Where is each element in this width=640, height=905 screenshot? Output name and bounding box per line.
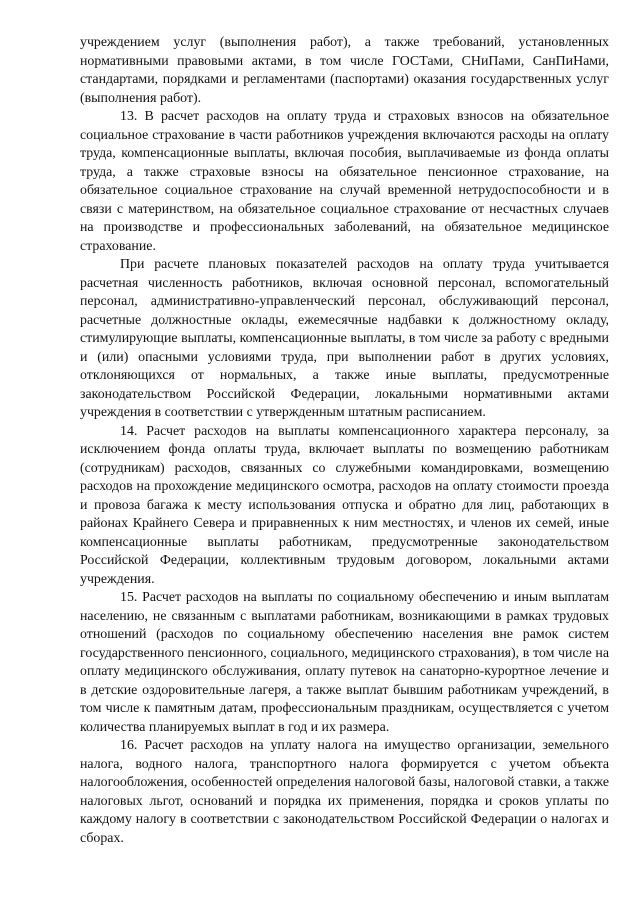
paragraph-payroll-calculation: При расчете плановых показателей расходов на оплату труда учитывается расчетная численность работников, включая основной персонал, вспомогательный персонал, административно-управленческий персонал, обслуживающий персонал, расчетные должностные оклады, ежемесячные надбавки к должностному окладу, стимулирующие выплаты, компенсационные выплаты, в том числе за работу с вредными и (или) опасными условиями труда, при выполнении работ в других условиях, отклоняющихся от нормальных, а также иные выплаты, предусмотренные законодательством Российской Федерации, локальными нормативными актами учреждения в соответствии с утвержденным штатным расписанием. — [80, 257, 609, 420]
paragraph-13: 13. В расчет расходов на оплату труда и страховых взносов на обязательное социальное страхование в части работников учреждения включаются расходы на оплату труда, компенсационные выплаты, включая пособия, выплачиваемые из фонда оплаты труда, а также страховые взносы на обязательное пенсионное страхование, на обязательное социальное страхование на случай временной нетрудоспособности и в связи с материнством, на обязательное социальное страхование от несчастных случаев на производстве и профессиональных заболеваний, на обязательное медицинское страхование. — [80, 109, 609, 254]
paragraph-14: 14. Расчет расходов на выплаты компенсационного характера персоналу, за исключением фонда оплаты труда, включает выплаты по возмещению работникам (сотрудникам) расходов, связанных со служебными командировками, возмещению расходов на прохождение медицинского осмотра, расходов на оплату стоимости проезда и провоза багажа к месту использования отпуска и обратно для лиц, работающих в районах Крайнего Севера и приравненных к ним местностях, и членов их семей, иные компенсационные выплаты работникам, предусмотренные законодательством Российской Федерации, коллективным трудовым договором, локальными актами учреждения. — [80, 423, 609, 587]
paragraph-continuation: учреждением услуг (выполнения работ), а также требований, установленных нормативными правовыми актами, в том числе ГОСТами, СНиПами, СанПиНами, стандартами, порядками и регламентами (паспортами) оказания государственных услуг (выполнения работ). — [80, 35, 609, 106]
paragraph-16: 16. Расчет расходов на уплату налога на имущество организации, земельного налога, водного налога, транспортного налога формируется с учетом объекта налогообложения, особенностей определения налоговой базы, налоговой ставки, а также налоговых льгот, оснований и порядка их применения, порядка и сроков уплаты по каждому налогу в соответствии с законодательством Российской Федерации о налогах и сборах. — [80, 738, 609, 846]
paragraph-15: 15. Расчет расходов на выплаты по социальному обеспечению и иным выплатам населению, не связанным с выплатами работникам, возникающими в рамках трудовых отношений (расходов по социальному обеспечению населения вне рамок систем государственного пенсионного, социального, медицинского страхования), в том числе на оплату медицинского обслуживания, оплату путевок на санаторно-курортное лечение и в детские оздоровительные лагеря, а также выплат бывшим работникам учреждений, в том числе к памятным датам, профессиональным праздникам, осуществляется с учетом количества планируемых выплат в год и их размера. — [80, 590, 609, 735]
document-body — [80, 34, 609, 848]
